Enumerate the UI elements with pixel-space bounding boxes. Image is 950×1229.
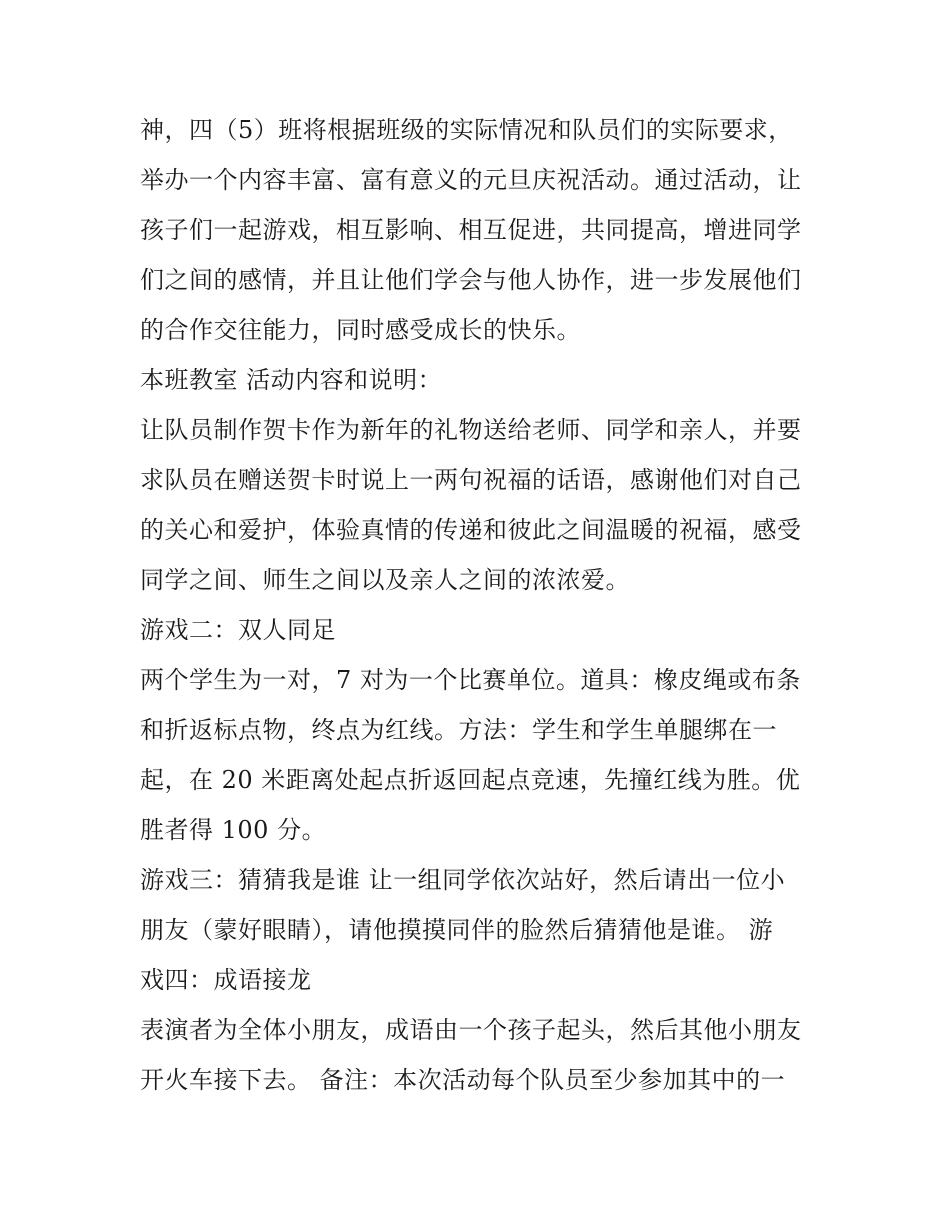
text-line: 的关心和爱护，体验真情的传递和彼此之间温暖的祝福，感受 [140, 516, 802, 544]
text-line: 朋友（蒙好眼睛），请他摸摸同伴的脸然后猜猜他是谁。 游 [140, 916, 774, 944]
text-line: 和折返标点物，终点为红线。方法：学生和学生单腿绑在一 [140, 716, 777, 744]
text-line: 开火车接下去。 备注：本次活动每个队员至少参加其中的一 [140, 1066, 786, 1094]
section-heading: 本班教室 活动内容和说明： [140, 366, 443, 394]
text-line: 起，在 20 米距离处起点折返回起点竞速，先撞红线为胜。优 [140, 766, 801, 794]
text-line: 同学之间、师生之间以及亲人之间的浓浓爱。 [140, 566, 630, 594]
text-line: 胜者得 100 分。 [140, 816, 327, 844]
text-line: 两个学生为一对，7 对为一个比赛单位。道具：橡皮绳或布条 [140, 666, 801, 694]
text-line: 举办一个内容丰富、富有意义的元旦庆祝活动。通过活动，让 [140, 166, 802, 194]
text-line: 的合作交往能力，同时感受成长的快乐。 [140, 316, 581, 344]
game-heading: 游戏三：猜猜我是谁 让一组同学依次站好，然后请出一位小 [140, 866, 786, 894]
text-line: 孩子们一起游戏，相互影响、相互促进，共同提高，增进同学 [140, 216, 802, 244]
text-line: 表演者为全体小朋友，成语由一个孩子起头，然后其他小朋友 [140, 1016, 802, 1044]
text-line: 求队员在赠送贺卡时说上一两句祝福的话语，感谢他们对自己 [140, 466, 802, 494]
game-heading: 戏四：成语接龙 [140, 966, 312, 994]
text-line: 让队员制作贺卡作为新年的礼物送给老师、同学和亲人，并要 [140, 416, 802, 444]
game-heading: 游戏二：双人同足 [140, 616, 336, 644]
text-line: 神，四（5）班将根据班级的实际情况和队员们的实际要求， [140, 116, 793, 144]
text-line: 们之间的感情，并且让他们学会与他人协作，进一步发展他们 [140, 266, 802, 294]
document-body [140, 105, 820, 1105]
